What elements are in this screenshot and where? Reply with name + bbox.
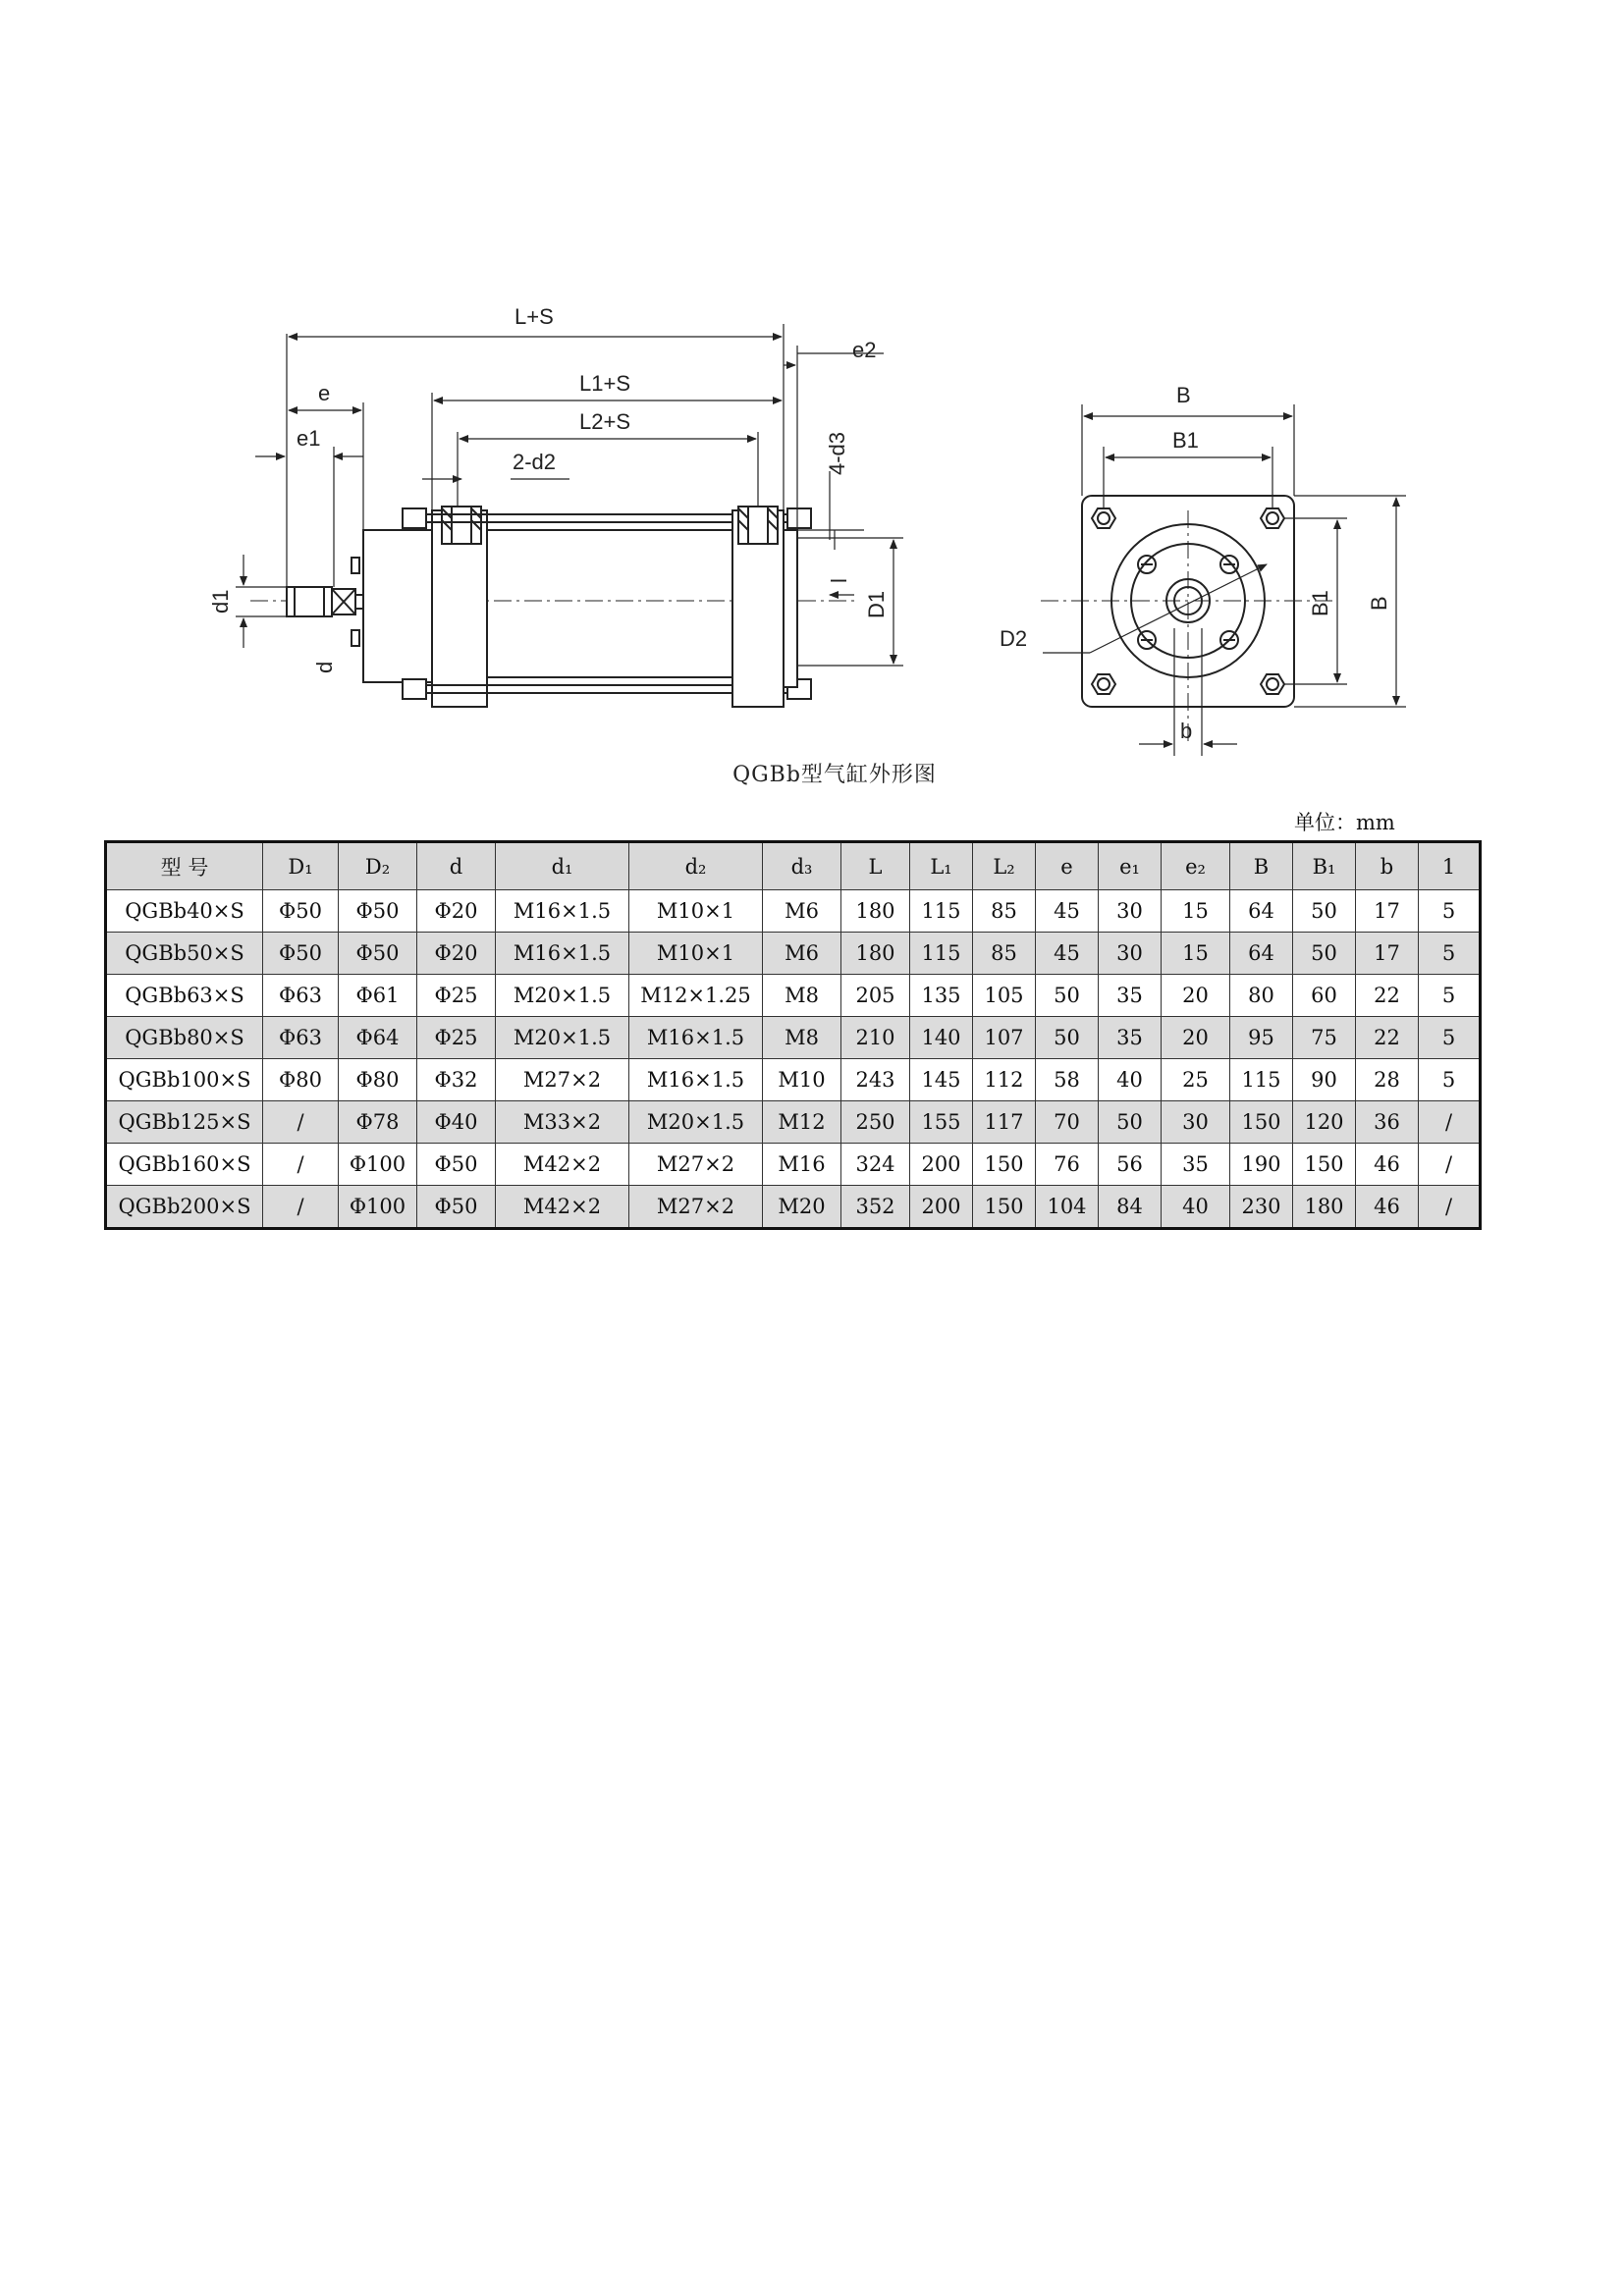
table-cell: 28 [1356, 1059, 1419, 1101]
table-cell: Φ25 [417, 975, 496, 1017]
table-cell: 22 [1356, 975, 1419, 1017]
table-cell: 205 [841, 975, 910, 1017]
table-cell: M8 [763, 1017, 841, 1059]
table-cell: 150 [1230, 1101, 1293, 1144]
column-header: d₁ [496, 842, 629, 890]
table-cell: M20×1.5 [496, 1017, 629, 1059]
table-cell: M33×2 [496, 1101, 629, 1144]
table-cell: M10 [763, 1059, 841, 1101]
table-row [106, 933, 1481, 975]
table-cell: 50 [1036, 1017, 1099, 1059]
table-cell: Φ50 [417, 1186, 496, 1229]
table-cell: 112 [973, 1059, 1036, 1101]
table-cell: 324 [841, 1144, 910, 1186]
model-cell: QGBb80×S [106, 1017, 263, 1059]
table-cell: M16×1.5 [629, 1059, 763, 1101]
table-cell: Φ64 [339, 1017, 417, 1059]
table-cell: M20 [763, 1186, 841, 1229]
table-row [106, 1059, 1481, 1101]
table-cell: 90 [1293, 1059, 1356, 1101]
table-cell: Φ100 [339, 1144, 417, 1186]
table-cell: Φ63 [263, 975, 339, 1017]
table-row [106, 890, 1481, 933]
table-cell: Φ25 [417, 1017, 496, 1059]
table-cell: 5 [1419, 890, 1481, 933]
table-cell: 5 [1419, 975, 1481, 1017]
table-cell: M6 [763, 933, 841, 975]
table-cell: 56 [1099, 1144, 1162, 1186]
table-cell: 64 [1230, 890, 1293, 933]
column-header: 1 [1419, 842, 1481, 890]
header-row [106, 842, 1481, 890]
table-cell: / [1419, 1186, 1481, 1229]
spec-table-body [106, 890, 1481, 1229]
table-cell: 115 [910, 890, 973, 933]
column-header: d [417, 842, 496, 890]
table-cell: M16×1.5 [629, 1017, 763, 1059]
model-cell: QGBb50×S [106, 933, 263, 975]
table-cell: Φ50 [339, 933, 417, 975]
unit-label: 单位：mm [1294, 811, 1395, 834]
table-cell: 180 [841, 890, 910, 933]
column-header: e [1036, 842, 1099, 890]
table-cell: 30 [1099, 933, 1162, 975]
table-cell: Φ80 [263, 1059, 339, 1101]
table-cell: 36 [1356, 1101, 1419, 1144]
label-L1-S: L1+S [579, 371, 630, 396]
table-cell: 17 [1356, 890, 1419, 933]
label-4-d3: 4-d3 [825, 431, 849, 475]
table-row [106, 1017, 1481, 1059]
table-cell: 117 [973, 1101, 1036, 1144]
table-cell: M8 [763, 975, 841, 1017]
table-cell: 200 [910, 1186, 973, 1229]
table-cell: 46 [1356, 1186, 1419, 1229]
table-cell: Φ50 [339, 890, 417, 933]
table-cell: 35 [1099, 975, 1162, 1017]
table-cell: 50 [1099, 1101, 1162, 1144]
model-cell: QGBb125×S [106, 1101, 263, 1144]
table-cell: 5 [1419, 1017, 1481, 1059]
table-cell: 20 [1162, 1017, 1230, 1059]
table-cell: M20×1.5 [496, 975, 629, 1017]
table-cell: M42×2 [496, 1186, 629, 1229]
table-cell: / [263, 1101, 339, 1144]
table-cell: / [1419, 1101, 1481, 1144]
model-cell: QGBb40×S [106, 890, 263, 933]
table-row [106, 1186, 1481, 1229]
table-cell: / [263, 1144, 339, 1186]
table-cell: 76 [1036, 1144, 1099, 1186]
column-header: D₁ [263, 842, 339, 890]
label-d: d [312, 661, 337, 673]
table-cell: Φ50 [263, 890, 339, 933]
label-D2: D2 [1000, 626, 1028, 651]
table-cell: Φ63 [263, 1017, 339, 1059]
table-cell: 70 [1036, 1101, 1099, 1144]
spec-table-head [106, 842, 1481, 890]
table-cell: 150 [973, 1144, 1036, 1186]
label-B1-side: B1 [1308, 590, 1332, 616]
table-cell: 85 [973, 890, 1036, 933]
table-cell: 40 [1162, 1186, 1230, 1229]
column-header: b [1356, 842, 1419, 890]
column-header: L₁ [910, 842, 973, 890]
table-cell: 25 [1162, 1059, 1230, 1101]
table-cell: 145 [910, 1059, 973, 1101]
table-cell: 352 [841, 1186, 910, 1229]
table-cell: 30 [1162, 1101, 1230, 1144]
table-cell: 200 [910, 1144, 973, 1186]
spec-table [104, 840, 1482, 1230]
label-D1: D1 [864, 590, 889, 618]
table-cell: 243 [841, 1059, 910, 1101]
table-cell: 75 [1293, 1017, 1356, 1059]
table-cell: 230 [1230, 1186, 1293, 1229]
table-cell: M16 [763, 1144, 841, 1186]
label-b: b [1180, 719, 1193, 743]
table-cell: 150 [1293, 1144, 1356, 1186]
table-cell: 115 [910, 933, 973, 975]
column-header: e₁ [1099, 842, 1162, 890]
table-cell: M12 [763, 1101, 841, 1144]
table-row [106, 975, 1481, 1017]
table-cell: 135 [910, 975, 973, 1017]
table-cell: Φ20 [417, 933, 496, 975]
table-cell: M20×1.5 [629, 1101, 763, 1144]
table-cell: 107 [973, 1017, 1036, 1059]
table-cell: M27×2 [629, 1144, 763, 1186]
model-cell: QGBb63×S [106, 975, 263, 1017]
table-cell: 30 [1099, 890, 1162, 933]
label-d1: d1 [208, 589, 233, 614]
table-cell: 45 [1036, 890, 1099, 933]
table-cell: M27×2 [496, 1059, 629, 1101]
table-cell: Φ61 [339, 975, 417, 1017]
table-cell: Φ32 [417, 1059, 496, 1101]
model-cell: QGBb100×S [106, 1059, 263, 1101]
model-cell: QGBb160×S [106, 1144, 263, 1186]
column-header: d₃ [763, 842, 841, 890]
drawing-caption: QGBb型气缸外形图 [732, 763, 937, 787]
table-row [106, 1101, 1481, 1144]
label-e2: e2 [852, 338, 877, 362]
table-cell: 35 [1099, 1017, 1162, 1059]
table-cell: M16×1.5 [496, 890, 629, 933]
table-cell: 85 [973, 933, 1036, 975]
table-cell: M10×1 [629, 933, 763, 975]
table-cell: 80 [1230, 975, 1293, 1017]
label-e1: e1 [297, 426, 321, 451]
table-cell: 84 [1099, 1186, 1162, 1229]
table-cell: 50 [1036, 975, 1099, 1017]
table-cell: 180 [841, 933, 910, 975]
side-view [250, 507, 854, 707]
column-header: e₂ [1162, 842, 1230, 890]
table-cell: 45 [1036, 933, 1099, 975]
table-cell: 210 [841, 1017, 910, 1059]
table-cell: 40 [1099, 1059, 1162, 1101]
table-cell: 150 [973, 1186, 1036, 1229]
column-header: B [1230, 842, 1293, 890]
table-cell: M16×1.5 [496, 933, 629, 975]
table-cell: 22 [1356, 1017, 1419, 1059]
table-cell: 5 [1419, 933, 1481, 975]
table-cell: 58 [1036, 1059, 1099, 1101]
table-cell: Φ80 [339, 1059, 417, 1101]
column-header: B₁ [1293, 842, 1356, 890]
table-cell: 64 [1230, 933, 1293, 975]
column-header: L₂ [973, 842, 1036, 890]
label-L2-S: L2+S [579, 409, 630, 434]
table-cell: 105 [973, 975, 1036, 1017]
label-l: l [827, 578, 851, 583]
end-view [1041, 496, 1335, 746]
label-L-S: L+S [514, 304, 554, 329]
table-cell: 20 [1162, 975, 1230, 1017]
table-row [106, 1144, 1481, 1186]
cylinder-drawing [0, 0, 1624, 785]
label-2-d2: 2-d2 [513, 450, 557, 474]
table-cell: 115 [1230, 1059, 1293, 1101]
label-e: e [318, 381, 331, 405]
column-header: D₂ [339, 842, 417, 890]
table-cell: M10×1 [629, 890, 763, 933]
table-cell: / [263, 1186, 339, 1229]
column-header: d₂ [629, 842, 763, 890]
table-cell: 46 [1356, 1144, 1419, 1186]
table-cell: Φ50 [263, 933, 339, 975]
table-cell: Φ20 [417, 890, 496, 933]
table-cell: 104 [1036, 1186, 1099, 1229]
table-cell: 50 [1293, 933, 1356, 975]
column-header: L [841, 842, 910, 890]
table-cell: 60 [1293, 975, 1356, 1017]
table-cell: M6 [763, 890, 841, 933]
column-header: 型 号 [106, 842, 263, 890]
table-cell: 95 [1230, 1017, 1293, 1059]
label-B1-top: B1 [1172, 428, 1199, 453]
table-cell: 120 [1293, 1101, 1356, 1144]
table-cell: / [1419, 1144, 1481, 1186]
table-cell: 17 [1356, 933, 1419, 975]
table-cell: M27×2 [629, 1186, 763, 1229]
table-cell: Φ50 [417, 1144, 496, 1186]
table-cell: 35 [1162, 1144, 1230, 1186]
label-B-side: B [1367, 596, 1391, 611]
table-cell: 140 [910, 1017, 973, 1059]
table-cell: 155 [910, 1101, 973, 1144]
label-B-top: B [1176, 383, 1191, 407]
table-cell: 15 [1162, 890, 1230, 933]
table-cell: 180 [1293, 1186, 1356, 1229]
table-cell: Φ78 [339, 1101, 417, 1144]
table-cell: M42×2 [496, 1144, 629, 1186]
model-cell: QGBb200×S [106, 1186, 263, 1229]
table-cell: 190 [1230, 1144, 1293, 1186]
table-cell: Φ40 [417, 1101, 496, 1144]
table-cell: Φ100 [339, 1186, 417, 1229]
table-cell: 50 [1293, 890, 1356, 933]
table-cell: 5 [1419, 1059, 1481, 1101]
table-cell: 250 [841, 1101, 910, 1144]
table-cell: M12×1.25 [629, 975, 763, 1017]
table-cell: 15 [1162, 933, 1230, 975]
